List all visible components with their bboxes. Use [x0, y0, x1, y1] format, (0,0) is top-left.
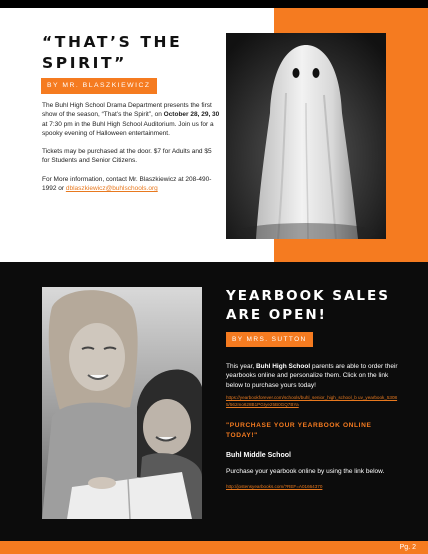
ghost-paragraph-3: For More information, contact Mr. Blaszkiewicz at 208-490-1992 or dblaszkiewicz@buhlschools.org	[42, 175, 212, 193]
ghost-paragraph-1: The Buhl High School Drama Department presents the first show of the season, “That’s the Spirit”, on October 28, 29, 30 at 7:30 pm in the Buhl High School Auditorium. Join us for a spooky evening of Halloween entertainment.	[42, 102, 220, 137]
ghost-photo	[226, 33, 386, 239]
yearbook-photo	[42, 287, 202, 519]
school-name: Buhl High School	[255, 363, 311, 370]
ghost-article-title: “THAT’S THE SPIRIT”	[42, 33, 183, 72]
jostens-link[interactable]: http://jostensyearbooks.com/?REF=A01664370	[226, 483, 323, 489]
yearbook-forever-link[interactable]: https://yearbookforever.com/schools/buhl_senior_high_school_b uv_yearbook_53085/562mo628B1PGIye25B0GQ7BYa	[226, 394, 398, 407]
contact-email-link[interactable]: dblaszkiewicz@buhlschools.org	[65, 185, 158, 193]
ghost-paragraph-2: Tickets may be purchased at the door. $7 for Adults and $5 for Students and Senior Citizens.	[42, 148, 212, 165]
show-dates: October 28, 29, 30	[163, 111, 220, 119]
footer-orange-strip	[0, 541, 428, 554]
page-number: Pg. 2	[399, 544, 416, 551]
yearbook-article-body	[226, 362, 398, 491]
ghost-article-byline: BY MR. BLASZKIEWICZ	[41, 78, 157, 94]
middle-school-heading: Buhl Middle School	[226, 452, 291, 460]
ghost-article-body	[42, 101, 220, 202]
yearbook-article-title: YEARBOOK SALES ARE OPEN!	[226, 288, 390, 323]
top-black-strip	[0, 0, 428, 8]
yearbook-article-byline: BY MRS. SUTTON	[226, 332, 313, 347]
purchase-callout: "PURCHASE YOUR YEARBOOK ONLINE TODAY!"	[226, 422, 372, 439]
yearbook-paragraph-2: Purchase your yearbook online by using the link below.	[226, 468, 385, 476]
yearbook-paragraph-1: This year, Buhl High School parents are able to order their yearbooks online and personalize them. Click on the link below to purchase yours today!	[226, 363, 398, 389]
